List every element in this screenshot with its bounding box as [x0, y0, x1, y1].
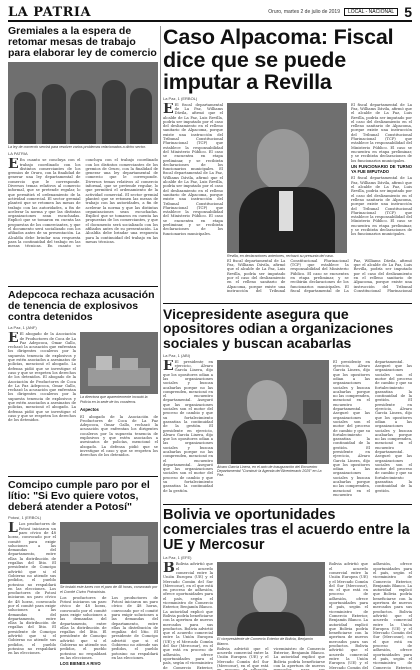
body-vice-a: E El presidente en ejercicio, Álvaro García Linera, dijo que los opositores odian a las organizaciones sociales y buscan acabarlas porque no las comprenden, mencionó en el encuentro departamental. Aseguró que las organizaciones sociales son el motor del proceso de cambio y que su fortalecimiento garantiza la continuidad de la gestión. El presidente en ejercicio, Álvaro García Linera, dijo que los opositores odian a las organizaciones sociales y buscan acabarlas porque no las comprenden, mencionó en el encuentro departamental. Aseguró que las organizaciones sociales son el motor del proceso de cambio y que su fortalecimiento garantiza la continuidad de la gestión. [163, 359, 213, 493]
byline-vicepresidente: La Paz, 1 (ABI) [163, 352, 191, 358]
left-column [8, 26, 158, 670]
headline-vicepresidente: Vicepresidente asegura que opositores odian a organizaciones sociales y buscan acabarlas [163, 305, 394, 352]
story-alpacoma: Caso Alpacoma: Fiscal dice que se puede imputar a Revilla La Paz, 1 (ERBOL) E El fiscal departamental de La Paz, Williams Dávila, afirmó que el alcalde de La Paz, Luis Revilla, podría ser imputado por el caso del deslizamiento en el relleno sanitario de Alpacoma, porque existe una instrucción del Tribunal Constitucional Plurinacional (TCP) que establece la responsabilidad del Ministerio Público. El caso se encuentra en etapa preliminar, y se recibirán declaraciones de los funcionarios municipales. El fiscal departamental de La Paz, Williams Dávila, afirmó que el alcalde de La Paz, Luis Revilla, podría ser imputado por el caso del deslizamiento en el relleno sanitario de Alpacoma, porque existe una instrucción del Tribunal Constitucional Plurinacional (TCP) que establece la responsabilidad del Ministerio Público. El caso se encuentra en etapa preliminar, y se recibirán declaraciones de los funcionarios municipales. El fiscal departamental de La Paz, Williams Dávila, afirmó que el alcalde de La Paz, Luis Revilla, podría ser imputado por el caso del deslizamiento en el relleno sanitario de Alpacoma, porque existe una instrucción del Tribunal Constitucional Plurinacional (TCP) que establece la responsabilidad del Ministerio Público. El caso se encuentra en etapa preliminar, y se recibirán declaraciones de los funcionarios municipales. UN FUNCIONARIO DE TURNO YA FUE IMPUTADO El fiscal departamental de La Paz, Williams Dávila, afirmó que el alcalde de La Paz, Luis Revilla, podría ser imputado por el caso del deslizamiento en el relleno sanitario de Alpacoma, porque existe una instrucción del Tribunal Constitucional Plurinacional (TCP) que establece la responsabilidad del Ministerio Público. El caso se encuentra en etapa preliminar, y se recibirán declaraciones de los funcionarios municipales. Revilla, en declaraciones anteriores, rechazó su presunta del caso. El fiscal departamental de La Paz, Williams Dávila, afirmó que el alcalde de La Paz, Luis Revilla, podría ser imputado por el caso del deslizamiento en el relleno sanitario de Alpacoma, porque existe una instrucción del Tribunal Constitucional Plurinacional (TCP) que establece la responsabilidad del Ministerio Público. El caso se encuentra en etapa preliminar, y se recibirán declaraciones de los funcionarios municipales. El fiscal departamental de La Paz, Williams Dávila, afirmó que el alcalde de La Paz, Luis Revilla, podría ser imputado por el caso del deslizamiento en el relleno sanitario de Alpacoma, porque existe una instrucción del Tribunal Constitucional Plurinacional [163, 26, 412, 299]
headline-gremiales: Gremiales a la espera de retomar mesas de trabajo para elaborar ley de comercio [8, 25, 157, 60]
caption-mercosur: El vicepresidente de Comercio Exterior de Bolivia, Benjamín Blanco. [217, 637, 313, 646]
photo-blanco [217, 562, 325, 636]
body-alpacoma-a: E El fiscal departamental de La Paz, Williams Dávila, afirmó que el alcalde de La Paz, Luis Revilla, podría ser imputado por el caso del deslizamiento en el relleno sanitario de Alpacoma, porque existe una instrucción del Tribunal Constitucional Plurinacional (TCP) que establece la responsabilidad del Ministerio Público. El caso se encuentra en etapa preliminar, y se recibirán declaraciones de los funcionarios municipales. El fiscal departamental de La Paz, Williams Dávila, afirmó que el alcalde de La Paz, Luis Revilla, podría ser imputado por el caso del deslizamiento en el relleno sanitario de Alpacoma, porque existe una instrucción del Tribunal Constitucional Plurinacional (TCP) que establece la responsabilidad del Ministerio Público. El caso se encuentra en etapa preliminar, y se recibirán declaraciones de los funcionarios municipales. [163, 102, 223, 236]
body-gremiales: E En cuanto se concluya con el trabajo coordinado con los distintos comerciantes de los gremios de Oruro, con la finalidad de generar una ley departamental de comercio que le corresponde. Diversos temas relativos al comercio informal, que se pretende regular, lo que permitirá el ordenamiento de la actividad comercial. El sector gremial planteó que se retomen las mesas de trabajo con las autoridades, a fin de acelerar la norma y que las distintas organizaciones sean escuchadas. Explicó que se tomaron en cuenta las propuestas de los comerciantes, y que el documento será socializado con los afiliados antes de su presentación. La Alcaldía debe brindar una respuesta para la continuidad del trabajo en las mesas técnicas. En cuanto se concluya con el trabajo coordinado con los distintos comerciantes de los gremios de Oruro, con la finalidad de generar una ley departamental de comercio que le corresponde. Diversos temas relativos al comercio informal, que se pretende regular, lo que permitirá el ordenamiento de la actividad comercial. El sector gremial planteó que se retomen las mesas de trabajo con las autoridades, a fin de acelerar la norma y que las distintas organizaciones sean escuchadas. Explicó que se tomaron en cuenta las propuestas de los comerciantes, y que el documento será socializado con los afiliados antes de su presentación. La Alcaldía debe brindar una respuesta para la continuidad del trabajo en las mesas técnicas. [8, 158, 158, 249]
masthead [8, 4, 412, 22]
body-vice-b: El presidente en ejercicio, Álvaro García Linera, dijo que los opositores odian a las organizaciones sociales y buscan acabarlas porque no las comprenden, mencionó en el encuentro departamental. Aseguró que las organizaciones sociales son el motor del proceso de cambio y que su fortalecimiento garantiza la continuidad de la gestión. El presidente en ejercicio, Álvaro García Linera, dijo que los opositores odian a las organizaciones sociales y buscan acabarlas porque no las comprenden, mencionó en el encuentro departamental. Aseguró que las organizaciones sociales son el motor del proceso de cambio y que su fortalecimiento garantiza la continuidad de la gestión. El presidente en ejercicio, Álvaro García Linera, dijo que los opositores odian a las organizaciones sociales y buscan acabarlas porque no las comprenden, mencionó en el encuentro departamental. Aseguró que las organizaciones sociales son el motor del proceso de cambio y que su fortalecimiento garantiza la continuidad de la gestión. [333, 359, 412, 497]
byline-mercosur: La Paz, 1 (EFE) [163, 555, 192, 561]
subhead-alpacoma: UN FUNCIONARIO DE TURNO YA FUE IMPUTADO [351, 163, 412, 174]
headline-comcipo: Comcipo cumple paro por el lítio: "Si Evo quiere votos, deberá atender a Potosí" [8, 479, 150, 514]
headline-adepcoca: Adepcoca rechaza acusación de tenencia de explosivos contra detenidos [8, 289, 155, 324]
body-alpacoma-b: El fiscal departamental de La Paz, Williams Dávila, afirmó que el alcalde de La Paz, Luis Revilla, podría ser imputado por el caso del deslizamiento en el relleno sanitario de Alpacoma, porque existe una instrucción del Tribunal Constitucional Plurinacional (TCP) que establece la responsabilidad del Ministerio Público. El caso se encuentra en etapa preliminar, y se recibirán declaraciones de los funcionarios municipales. UN FUNCIONARIO DE TURNO YA FUE IMPUTADO El fiscal departamental de La Paz, Williams Dávila, afirmó que el alcalde de La Paz, Luis Revilla, podría ser imputado por el caso del deslizamiento en el relleno sanitario de Alpacoma, porque existe una instrucción del Tribunal Constitucional Plurinacional (TCP) que establece la responsabilidad del Ministerio Público. El caso se encuentra en etapa preliminar, y se recibirán declaraciones de los funcionarios municipales. [351, 102, 412, 237]
caption-alpacoma: Revilla, en declaraciones anteriores, rechazó su presunta del caso. [227, 253, 334, 258]
body-comcipo: L Los productores de Potosí iniciaron un paro cívico de 48 horas, convocado por el comité para exigir soluciones a las demandas del departamento, entre ellas la distribución de regalías del lítio. El presidente de Comcipo advirtió que si el Gobierno no atiende sus pedidos, el pueblo potosino no respaldará en las elecciones. Los productores de Potosí iniciaron un paro cívico de 48 horas, convocado por el comité para exigir soluciones a las demandas del departamento, entre ellas la distribución de regalías del lítio. El presidente de Comcipo advirtió que si el Gobierno no atiende sus pedidos, el pueblo potosino no respaldará en las elecciones. [8, 522, 56, 656]
photo-adepcoca [80, 332, 158, 394]
subhead-adepcoca: Aspectos [80, 406, 99, 412]
photo-garcia-linera [217, 360, 329, 464]
column-divider [160, 26, 161, 662]
caption-gremiales: La ley de comercio servirá para resolver varios problemas relacionados a dicho sector. [8, 145, 146, 150]
headline-alpacoma: Caso Alpacoma: Fiscal dice que se puede imputar a Revilla [163, 25, 394, 95]
section-label: LOCAL - NACIONAL [344, 8, 398, 16]
headline-mercosur: Bolivia ve oportunidades comerciales tras el acuerdo entre la UE y Mercosur [163, 506, 410, 554]
page-number: 5 [404, 4, 412, 20]
body-adepcoca: E El abogado de la Asociación de Productores de Coca de La Paz Adepcoca, Omar Gallo, rechazó la acusación que enfrentan los dirigentes cocaleros por la supuesta tenencia de explosivos y que estén asociados a asesinatos de policías, mencionó el abogado. La defensa pidió que se investigue el caso y que se respeten los derechos de los detenidos. El abogado de la Asociación de Productores de Coca de La Paz Adepcoca, Omar Gallo, rechazó la acusación que enfrentan los dirigentes cocaleros por la supuesta tenencia de explosivos y que estén asociados a asesinatos de policías, mencionó el abogado. La defensa pidió que se investigue el caso y que se respeten los derechos de los detenidos. [8, 332, 76, 423]
caption-vicepresidente: Álvaro García Linera, en el acto de inauguración del Encuentro Departamental "Construir la Agenda del Bicentenario 2025" en La Paz. [217, 464, 322, 478]
story-comcipo: Comcipo cumple paro por el lítio: "Si Evo quiere votos, deberá atender a Potosí" Potosí, 1 (ERBOL) L Los productores de Potosí iniciaron un paro cívico de 48 horas, convocado por el comité para exigir soluciones a las demandas del departamento, entre ellas la distribución de regalías del lítio. El presidente de Comcipo advirtió que si el Gobierno no atiende sus pedidos, el pueblo potosino no respaldará en las elecciones. Los productores de Potosí iniciaron un paro cívico de 48 horas, convocado por el comité para exigir soluciones a las demandas del departamento, entre ellas la distribución de regalías del lítio. El presidente de Comcipo advirtió que si el Gobierno no atiende sus pedidos, el pueblo potosino no respaldará en las elecciones. Se instaló este lunes con el paro de 48 horas, convocado por el Comité Cívico Potosinista. Los productores de Potosí iniciaron un paro cívico de 48 horas, convocado por el comité para exigir soluciones a las demandas del departamento, entre ellas la distribución de regalías del lítio. El presidente de Comcipo advirtió que si el Gobierno no atiende sus pedidos, el pueblo potosino no respaldará en las elecciones. LOS BIENES A RIVO Los productores de Potosí iniciaron un paro cívico de 48 horas, convocado por el comité para exigir soluciones a las demandas del departamento, entre ellas la distribución de regalías del lítio. El presidente de Comcipo advirtió que si el Gobierno no atiende sus pedidos, el pueblo potosino no respaldará en las elecciones. [8, 480, 158, 670]
photo-revilla [227, 103, 347, 253]
story-vicepresidente [163, 307, 412, 500]
story-mercosur: Bolivia ve oportunidades comerciales tras el acuerdo entre la UE y Mercosur La Paz, 1 (EFE) B Bolivia advirtió que el acuerdo comercial entre la Unión Europea (UE) y el Mercado Común del Sur (Mercosur), en el que está en proceso de adhesión, ofrece oportunidades para el país, según el viceministro de Comercio Exterior, Benjamín Blanco. La autoridad explicó que Bolivia podría beneficiarse con la apertura de nuevos mercados para sus productos. Bolivia advirtió que el acuerdo comercial entre la Unión Europea (UE) y el Mercado Común del Sur (Mercosur), en el que está en proceso de adhesión, ofrece oportunidades para el país, según el viceministro de Comercio Exterior, El vicepresidente de Comercio Exterior de Bolivia, Benjamín Blanco. Bolivia advirtió que el acuerdo comercial entre la Unión Europea (UE) y el Mercado Común del Sur (Mercosur), en el que está viceministro de Comercio Exterior, Benjamín Blanco. La autoridad explicó que Bolivia podría beneficiarse con la apertura de nuevos Bolivia advirtió que el acuerdo comercial entre la Unión Europea (UE) y el Mercado Común del Sur (Mercosur), en el que está en proceso de adhesión, ofrece oportunidades para el país, según el viceministro de Comercio Exterior, Benjamín Blanco. La autoridad explicó que Bolivia podría beneficiarse con la apertura de nuevos mercados para sus productos. Bolivia advirtió que el acuerdo comercial entre la Unión Europea (UE) y el Mercado Común del adhesión, ofrece oportunidades para el país, según el viceministro de Comercio Exterior, Benjamín Blanco. La autoridad explicó que Bolivia podría beneficiarse con la apertura de nuevos mercados para sus productos. Bolivia advirtió que el acuerdo comercial entre la Unión Europea (UE) y el Mercado Común del Sur (Mercosur), en el que está en proceso de adhesión, ofrece oportunidades para el país, según el viceministro de Comercio Exterior, [163, 508, 412, 670]
dateline: Oruro, martes 2 de julio de 2019 [268, 9, 340, 15]
caption-adepcoca: La directora que aparentemente incautó la Policía en la sede de los cocaleros. [80, 395, 148, 404]
story-gremiales [8, 26, 158, 282]
newspaper-logo: LA PATRIA [8, 4, 92, 20]
photo-comcipo [60, 522, 158, 584]
caption-comcipo: Se instaló este lunes con el paro de 48 horas, convocado por el Comité Cívico Potosinista. [60, 585, 158, 594]
byline-comcipo: Potosí, 1 (ERBOL) [8, 515, 42, 521]
story-adepcoca: Adepcoca rechaza acusación de tenencia de explosivos contra detenidos La Paz, 1 (ANF) E El abogado de la Asociación de Productores de Coca de La Paz Adepcoca, Omar Gallo, rechazó la acusación que enfrentan los dirigentes cocaleros por la supuesta tenencia de explosivos y que estén asociados a asesinatos de policías, mencionó el abogado. La defensa pidió que se investigue el caso y que se respeten los derechos de los detenidos. El abogado de la Asociación de Productores de Coca de La Paz Adepcoca, Omar Gallo, rechazó la acusación que enfrentan los dirigentes cocaleros por la supuesta tenencia de explosivos y que estén asociados a asesinatos de policías, mencionó el abogado. La defensa pidió que se investigue el caso y que se respeten los derechos de los detenidos. La directora que aparentemente incautó la Policía en la sede de los cocaleros. Aspectos El abogado de la Asociación de Productores de Coca de La Paz Adepcoca, Omar Gallo, rechazó la acusación que enfrentan los dirigentes cocaleros por la supuesta tenencia de explosivos y que estén asociados a asesinatos de policías, mencionó el abogado. La defensa pidió que se investigue el caso y que se respeten los derechos de los detenidos. [8, 290, 158, 472]
subhead-comcipo: LOS BIENES A RIVO [60, 661, 101, 667]
byline-adepcoca: La Paz, 1 (ANF) [8, 325, 37, 331]
right-column [163, 26, 412, 670]
byline-gremiales: LA PATRIA [8, 151, 28, 157]
photo-gremiales [8, 62, 158, 144]
body-mercosur-b: Bolivia advirtió que el acuerdo comercial entre la Unión Europea (UE) y el Mercado Común del Sur (Mercosur), en el que está en proceso de adhesión, ofrece oportunidades para el país, según el viceministro de Comercio Exterior, Benjamín Blanco. La autoridad explicó que Bolivia podría beneficiarse con la apertura de nuevos mercados para sus productos. Bolivia advirtió que el acuerdo comercial entre la Unión Europea (UE) y el Mercado Común del adhesión, ofrece oportunidades para el país, según el viceministro de Comercio Exterior, Benjamín Blanco. La autoridad explicó que Bolivia podría beneficiarse con la apertura de nuevos mercados para sus productos. Bolivia advirtió que el acuerdo comercial entre la Unión Europea (UE) y el Mercado Común del Sur (Mercosur), en el que está en proceso de adhesión, ofrece oportunidades para el país, según el viceministro de Comercio Exterior, [329, 562, 412, 670]
body-mercosur-a: B Bolivia advirtió que el acuerdo comercial entre la Unión Europea (UE) y el Mercado Común del Sur (Mercosur), en el que está en proceso de adhesión, ofrece oportunidades para el país, según el viceministro de Comercio Exterior, Benjamín Blanco. La autoridad explicó que Bolivia podría beneficiarse con la apertura de nuevos mercados para sus productos. Bolivia advirtió que el acuerdo comercial entre la Unión Europea (UE) y el Mercado Común del Sur (Mercosur), en el que está en proceso de adhesión, ofrece oportunidades para el país, según el viceministro de Comercio Exterior, [163, 562, 213, 670]
byline-alpacoma: La Paz, 1 (ERBOL) [163, 95, 198, 101]
